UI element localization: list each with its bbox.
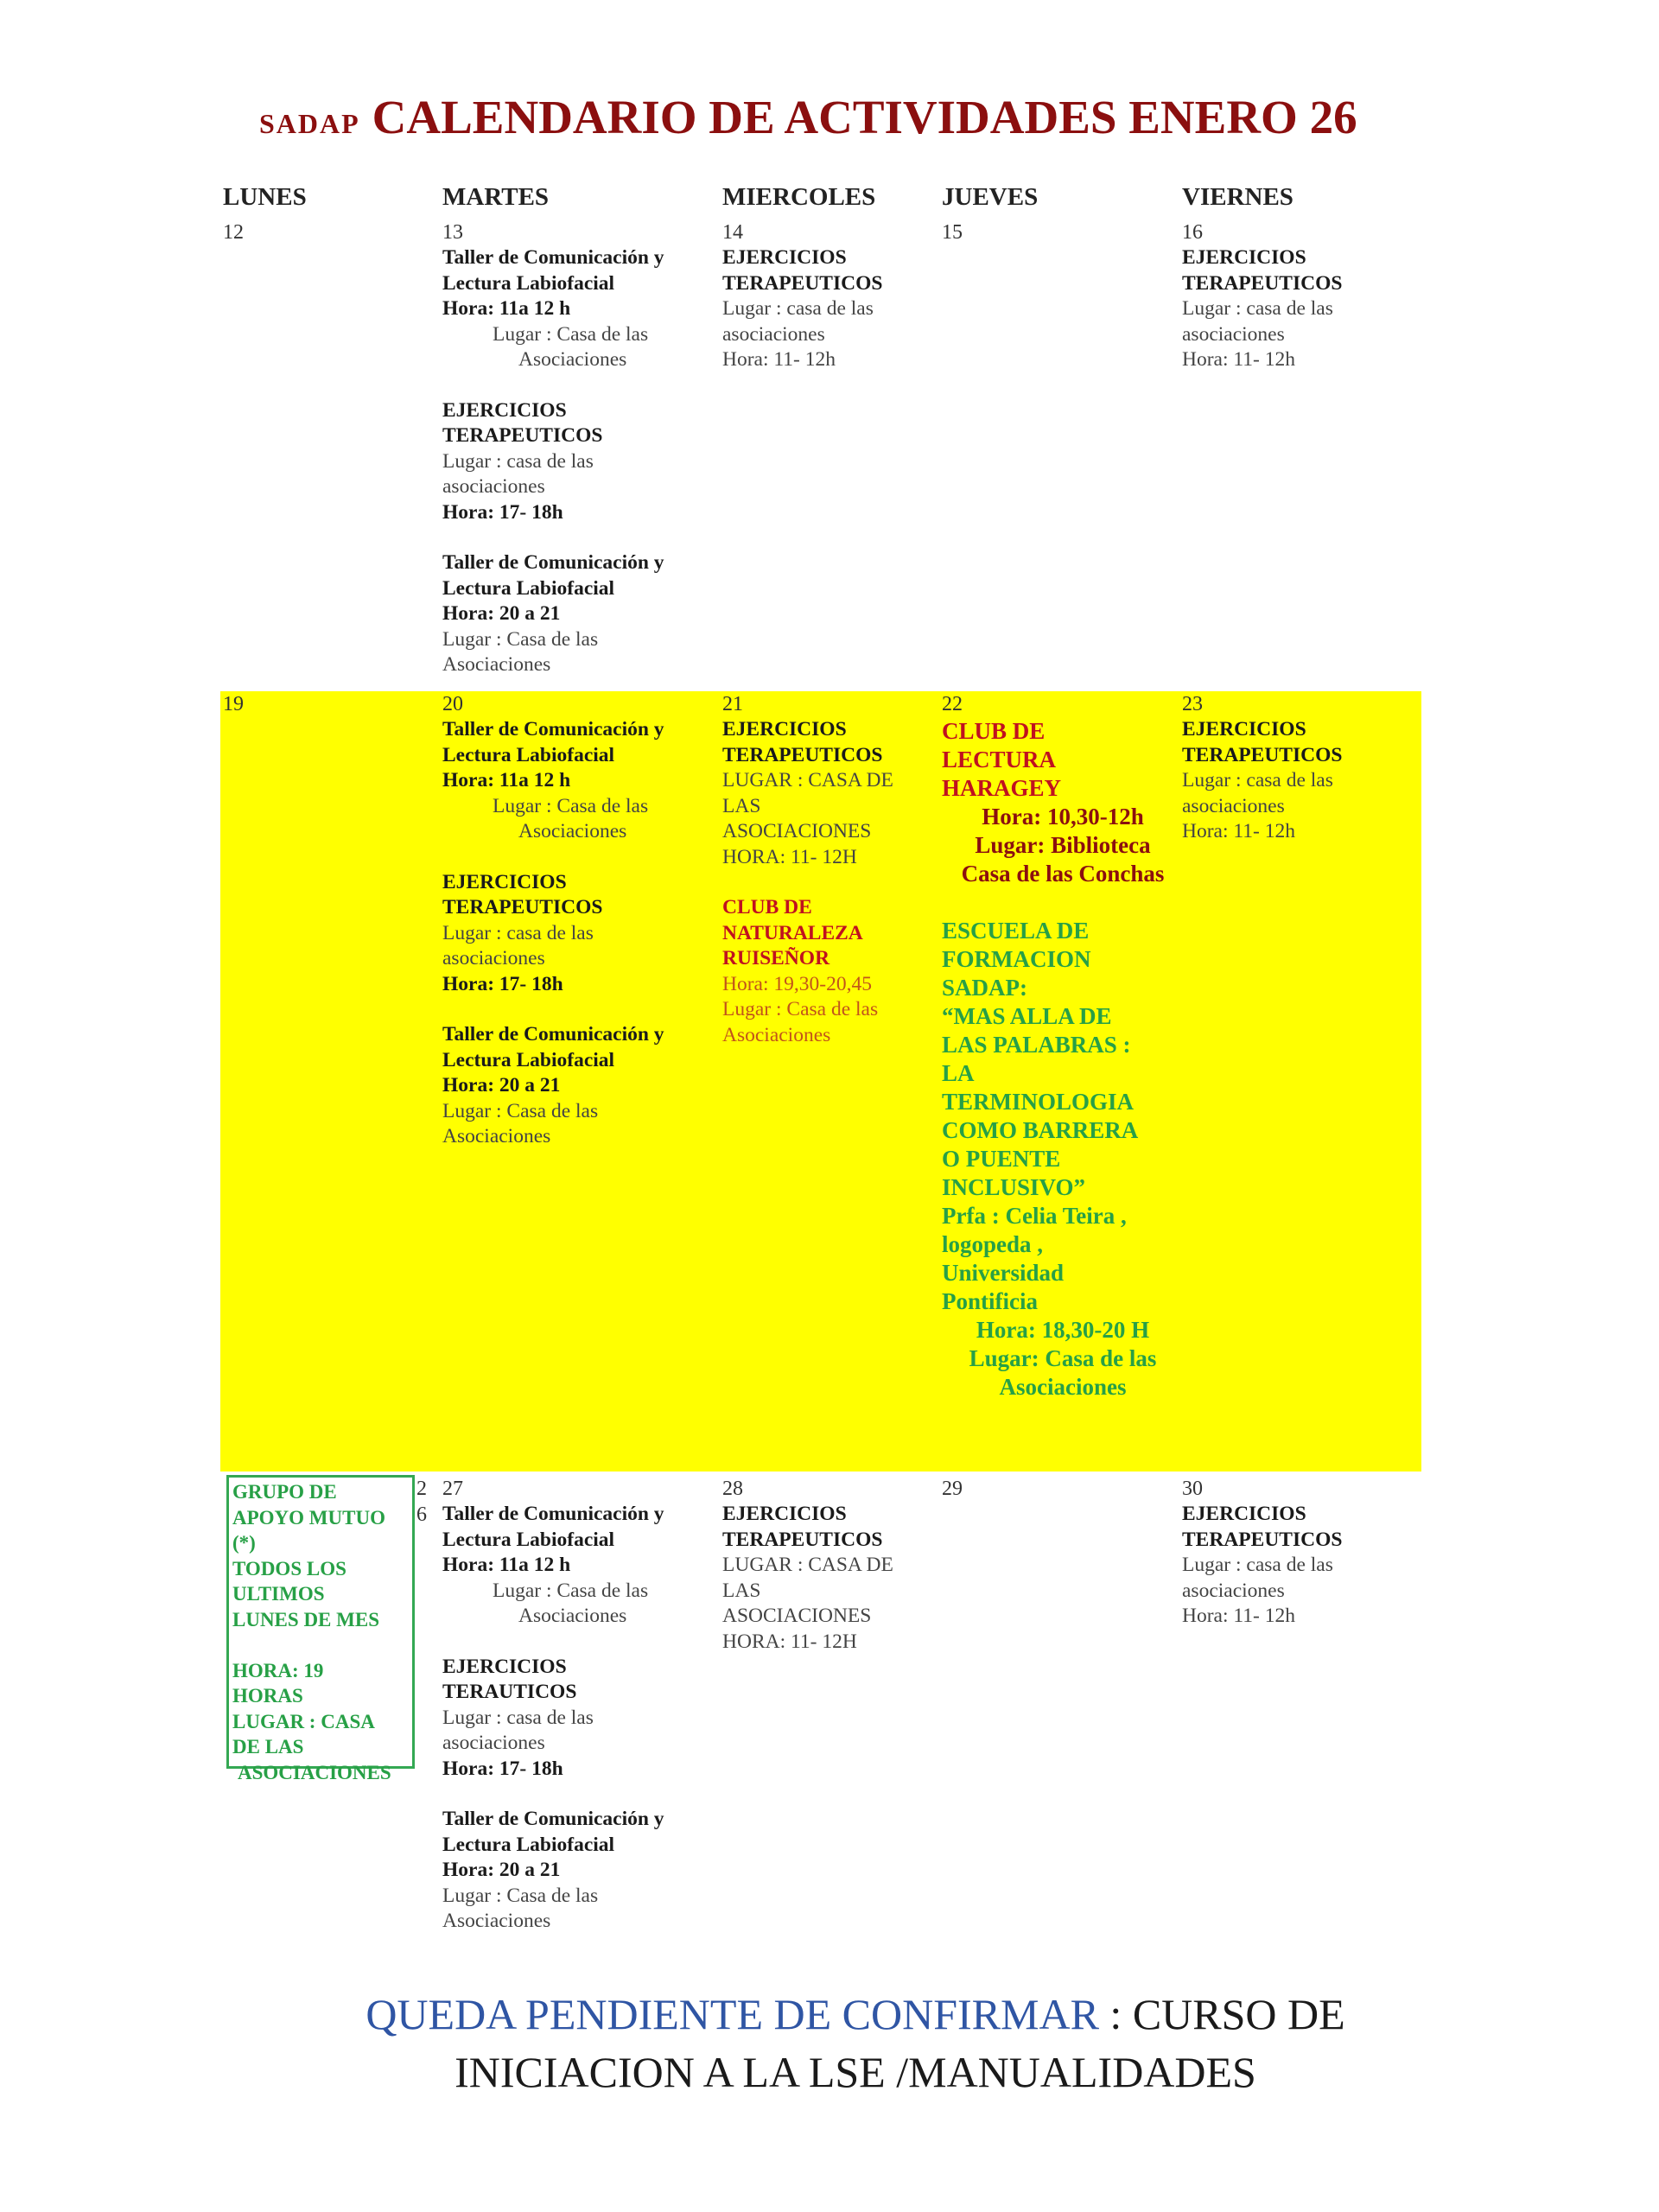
event-title: Lectura Labiofacial bbox=[442, 1048, 615, 1071]
grupo-apoyo-mutuo-box bbox=[226, 1475, 415, 1783]
event-escuela-formacion bbox=[942, 917, 1184, 1402]
event-speaker: Prfa : Celia Teira , bbox=[942, 1203, 1127, 1229]
pending-label: QUEDA PENDIENTE DE CONFIRMAR bbox=[365, 1990, 1099, 2038]
event-title: COMO BARRERA bbox=[942, 1117, 1139, 1143]
day-number-digit: 6 bbox=[416, 1503, 427, 1526]
event-place: DE LAS bbox=[232, 1736, 304, 1758]
event-place: Casa de las Conchas bbox=[961, 861, 1165, 887]
event-title: FORMACION bbox=[942, 946, 1091, 972]
event-ejercicios bbox=[442, 870, 702, 998]
event-title: EJERCICIOS bbox=[722, 718, 847, 741]
day-cell-15 bbox=[942, 219, 963, 245]
event-place: ASOCIACIONES bbox=[722, 820, 872, 842]
event-title: Taller de Comunicación y bbox=[442, 246, 664, 269]
event-place: Asociaciones bbox=[442, 1910, 551, 1932]
event-place: Asociaciones bbox=[518, 1605, 627, 1627]
pending-notice-line2: INICIACION A LA LSE /MANUALIDADES bbox=[454, 2048, 1256, 2096]
event-place: asociaciones bbox=[722, 322, 825, 346]
event-title: Taller de Comunicación y bbox=[442, 718, 664, 741]
event-place: Lugar : Casa de las bbox=[722, 998, 879, 1020]
event-time: Hora: 20 a 21 bbox=[442, 1859, 561, 1881]
event-title: EJERCICIOS bbox=[1182, 246, 1306, 269]
event-note: ULTIMOS bbox=[232, 1583, 325, 1605]
day-number: 21 bbox=[722, 693, 743, 715]
event-time: Hora: 17- 18h bbox=[442, 1757, 563, 1780]
day-cell-29 bbox=[942, 1476, 963, 1502]
event-title: “MAS ALLA DE bbox=[942, 1003, 1112, 1029]
event-place: Lugar : Casa de las bbox=[493, 1579, 649, 1602]
event-place: asociaciones bbox=[442, 475, 545, 498]
event-time: Hora: 11a 12 h bbox=[442, 1554, 571, 1576]
day-cell-27 bbox=[442, 1476, 702, 1960]
event-ejercicios bbox=[1182, 245, 1407, 373]
event-place: LUGAR : CASA DE bbox=[722, 1554, 893, 1576]
spacer bbox=[232, 1632, 418, 1658]
event-place: Lugar : Casa de las bbox=[442, 1884, 599, 1907]
day-cell-19 bbox=[223, 691, 244, 717]
event-title: RUISEÑOR bbox=[722, 947, 830, 969]
event-title: Lectura Labiofacial bbox=[442, 1833, 615, 1856]
day-number: 30 bbox=[1182, 1478, 1203, 1500]
event-ejercicios bbox=[442, 1655, 702, 1783]
event-note: LUNES DE MES bbox=[232, 1608, 379, 1630]
event-taller bbox=[442, 1807, 702, 1935]
day-number: 13 bbox=[442, 221, 463, 244]
event-title: CLUB DE bbox=[722, 896, 812, 918]
event-title: Taller de Comunicación y bbox=[442, 1503, 664, 1525]
day-number: 16 bbox=[1182, 221, 1203, 244]
event-place: Lugar : Casa de las bbox=[493, 794, 649, 817]
event-place: Asociaciones bbox=[518, 820, 627, 842]
day-number: 22 bbox=[942, 693, 963, 715]
event-place: asociaciones bbox=[1182, 1579, 1285, 1602]
day-number: 23 bbox=[1182, 693, 1203, 715]
day-number-26 bbox=[416, 1476, 434, 1528]
event-title: Lectura Labiofacial bbox=[442, 271, 615, 295]
day-cell-14 bbox=[722, 219, 930, 398]
event-place: Lugar : casa de las bbox=[442, 1706, 594, 1729]
event-place: asociaciones bbox=[1182, 322, 1285, 346]
calendar-title: CALENDARIO DE ACTIVIDADES ENERO 26 bbox=[372, 91, 1357, 143]
event-time: Hora: 11- 12h bbox=[1182, 1605, 1295, 1627]
event-place: Asociaciones bbox=[722, 1023, 831, 1046]
event-place: Asociaciones bbox=[518, 348, 627, 371]
event-place: Lugar : casa de las bbox=[442, 921, 594, 944]
event-place: asociaciones bbox=[1182, 794, 1285, 817]
event-place: ASOCIACIONES bbox=[238, 1761, 391, 1783]
event-time: Hora: 19,30-20,45 bbox=[722, 972, 872, 995]
event-place: Lugar : casa de las bbox=[1182, 769, 1333, 791]
event-taller bbox=[442, 717, 702, 845]
event-title: EJERCICIOS bbox=[442, 398, 567, 422]
event-title: SADAP: bbox=[942, 975, 1027, 1001]
event-title: EJERCICIOS bbox=[1182, 1503, 1306, 1525]
event-time: Hora: 17- 18h bbox=[442, 972, 563, 995]
event-place: ASOCIACIONES bbox=[722, 1605, 872, 1627]
event-time: Hora: 10,30-12h bbox=[982, 804, 1144, 830]
day-number: 15 bbox=[942, 221, 963, 244]
event-ejercicios bbox=[1182, 1502, 1407, 1630]
event-title: INCLUSIVO” bbox=[942, 1174, 1085, 1200]
event-speaker: Pontificia bbox=[942, 1288, 1038, 1314]
event-place: Lugar : Casa de las bbox=[442, 627, 599, 651]
pending-notice-line1 bbox=[242, 1986, 1469, 2044]
event-place: Lugar : casa de las bbox=[1182, 1554, 1333, 1576]
event-title: GRUPO DE bbox=[232, 1481, 337, 1503]
day-number: 12 bbox=[223, 221, 244, 244]
event-title: LAS PALABRAS : bbox=[942, 1032, 1131, 1058]
event-title: LECTURA bbox=[942, 747, 1057, 772]
event-time: HORA: 11- 12H bbox=[722, 845, 857, 868]
event-taller bbox=[442, 1502, 702, 1630]
event-place: Lugar: Casa de las bbox=[969, 1345, 1157, 1371]
day-cell-13 bbox=[442, 219, 702, 703]
event-time: Hora: 11a 12 h bbox=[442, 297, 571, 320]
brand-label: SADAP bbox=[259, 108, 360, 139]
event-taller bbox=[442, 1022, 702, 1150]
event-title: NATURALEZA bbox=[722, 921, 863, 944]
event-place: LUGAR : CASA DE bbox=[722, 769, 893, 791]
event-title: Lectura Labiofacial bbox=[442, 743, 615, 766]
day-cell-28 bbox=[722, 1476, 930, 1680]
event-title: O PUENTE bbox=[942, 1146, 1061, 1172]
day-cell-30 bbox=[1182, 1476, 1407, 1655]
event-title: TERAPEUTICOS bbox=[442, 896, 603, 918]
event-place: Asociaciones bbox=[442, 653, 551, 676]
event-title: APOYO MUTUO bbox=[232, 1506, 385, 1529]
event-title: TERAPEUTICOS bbox=[722, 271, 883, 295]
event-title: TERAPEUTICOS bbox=[1182, 743, 1343, 766]
event-title: TERAPEUTICOS bbox=[1182, 271, 1343, 295]
day-cell-12 bbox=[223, 219, 244, 245]
event-title: TERAPEUTICOS bbox=[722, 1528, 883, 1551]
day-number: 28 bbox=[722, 1478, 743, 1500]
event-ejercicios bbox=[722, 717, 930, 870]
event-title: Taller de Comunicación y bbox=[442, 1808, 664, 1830]
event-place: LUGAR : CASA bbox=[232, 1710, 375, 1732]
event-title: EJERCICIOS bbox=[442, 1655, 567, 1678]
event-place: Lugar : casa de las bbox=[722, 297, 874, 320]
event-place: LAS bbox=[722, 1579, 761, 1602]
page-title bbox=[259, 90, 1469, 144]
event-time: Hora: 20 a 21 bbox=[442, 602, 561, 625]
day-header-thursday: JUEVES bbox=[942, 183, 1039, 211]
event-title: TERAPEUTICOS bbox=[722, 743, 883, 766]
event-time: Hora: 20 a 21 bbox=[442, 1074, 561, 1096]
day-number: 14 bbox=[722, 221, 743, 244]
event-time: Hora: 18,30-20 H bbox=[976, 1317, 1150, 1343]
grupo-apoyo-mutuo-text bbox=[232, 1479, 418, 1785]
event-taller bbox=[442, 245, 702, 373]
event-title: EJERCICIOS bbox=[722, 1503, 847, 1525]
event-place: asociaciones bbox=[442, 1732, 545, 1754]
event-title: ESCUELA DE bbox=[942, 918, 1090, 944]
pending-notice bbox=[242, 1986, 1469, 2101]
event-speaker: logopeda , bbox=[942, 1231, 1044, 1257]
event-title: TERAPEUTICOS bbox=[1182, 1528, 1343, 1551]
event-club-naturaleza bbox=[722, 895, 930, 1048]
event-time: HORA: 11- 12H bbox=[722, 1630, 857, 1653]
event-title: TERMINOLOGIA bbox=[942, 1089, 1135, 1115]
day-cell-23 bbox=[1182, 691, 1407, 870]
event-place: asociaciones bbox=[442, 947, 545, 969]
event-title: CLUB DE bbox=[942, 718, 1046, 744]
event-title: TERAPEUTICOS bbox=[442, 424, 603, 447]
event-place: Asociaciones bbox=[999, 1374, 1127, 1400]
event-title: Lectura Labiofacial bbox=[442, 576, 615, 600]
event-place: Asociaciones bbox=[442, 1125, 551, 1147]
event-time: Hora: 11- 12h bbox=[1182, 348, 1295, 371]
day-header-tuesday: MARTES bbox=[442, 183, 550, 211]
event-title: HARAGEY bbox=[942, 775, 1062, 801]
day-number: 27 bbox=[442, 1478, 463, 1500]
event-club-lectura bbox=[942, 717, 1184, 888]
event-speaker: Universidad bbox=[942, 1260, 1065, 1286]
event-time: Hora: 17- 18h bbox=[442, 500, 563, 524]
event-time: Hora: 11a 12 h bbox=[442, 769, 571, 791]
pending-course: : CURSO DE bbox=[1098, 1990, 1345, 2038]
event-time: Hora: 11- 12h bbox=[1182, 820, 1295, 842]
event-ejercicios bbox=[722, 1502, 930, 1655]
day-number: 20 bbox=[442, 693, 463, 715]
event-place: Lugar : casa de las bbox=[442, 449, 594, 473]
event-title: EJERCICIOS bbox=[442, 870, 567, 893]
event-time: Hora: 11- 12h bbox=[722, 348, 836, 371]
day-number: 19 bbox=[223, 693, 244, 715]
event-time: HORAS bbox=[232, 1685, 303, 1707]
event-time: HORA: 19 bbox=[232, 1659, 324, 1681]
day-number: 29 bbox=[942, 1478, 963, 1500]
day-header-friday: VIERNES bbox=[1182, 183, 1294, 211]
event-title: EJERCICIOS bbox=[1182, 718, 1306, 741]
event-place: Lugar : casa de las bbox=[1182, 297, 1333, 320]
event-place: Lugar: Biblioteca bbox=[975, 832, 1151, 858]
event-note: TODOS LOS bbox=[232, 1557, 346, 1580]
event-ejercicios bbox=[1182, 717, 1407, 845]
event-title: EJERCICIOS bbox=[722, 246, 847, 269]
event-title: TERAUTICOS bbox=[442, 1681, 577, 1703]
event-title: Taller de Comunicación y bbox=[442, 551, 664, 574]
day-cell-22 bbox=[942, 691, 1184, 1427]
day-header-wednesday: MIERCOLES bbox=[722, 183, 876, 211]
event-title: Taller de Comunicación y bbox=[442, 1023, 664, 1046]
event-place: LAS bbox=[722, 794, 761, 817]
day-number-digit: 2 bbox=[416, 1478, 427, 1500]
event-ejercicios bbox=[442, 398, 702, 526]
day-cell-20 bbox=[442, 691, 702, 1175]
event-title: LA bbox=[942, 1060, 975, 1086]
day-header-monday: LUNES bbox=[223, 183, 307, 211]
event-ejercicios bbox=[722, 245, 930, 373]
day-cell-16 bbox=[1182, 219, 1407, 398]
event-note: (*) bbox=[232, 1532, 256, 1554]
event-title: Lectura Labiofacial bbox=[442, 1528, 615, 1551]
event-place: Lugar : Casa de las bbox=[442, 1099, 599, 1122]
event-taller bbox=[442, 550, 702, 678]
event-place: Lugar : Casa de las bbox=[493, 322, 649, 346]
day-cell-21 bbox=[722, 691, 930, 1073]
